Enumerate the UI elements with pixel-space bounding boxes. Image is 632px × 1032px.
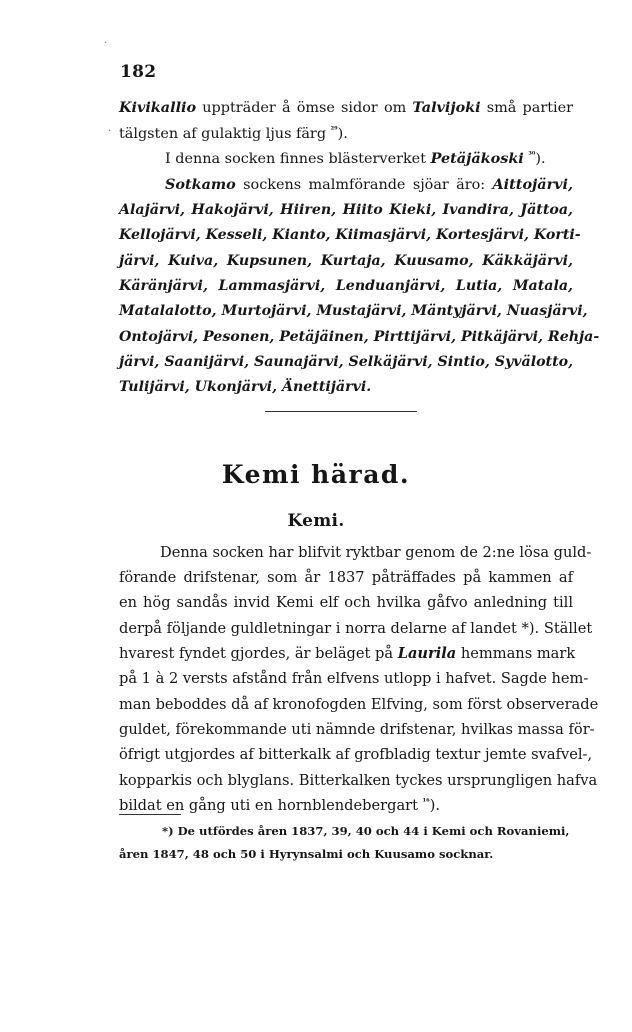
text-run: I denna socken finnes blästerverket (165, 151, 431, 167)
text-line (119, 695, 599, 717)
italic-name: Petäjäkoski (430, 150, 524, 167)
lake-names-line: Ontojärvi, Pesonen, Petäjäinen, Pirttijärvi, Pitkäjärvi, Rehja- (119, 329, 600, 345)
footnote-reference: ²⁹ (330, 124, 338, 134)
text-run: uppträder å ömse sidor om (196, 100, 413, 116)
lake-names-line: järvi, Kuiva, Kupsunen, Kurtaja, Kuusamo, Käkkäjärvi, (119, 253, 573, 269)
text-line (119, 619, 593, 641)
text-line (119, 98, 573, 120)
margin-speck: · (108, 126, 112, 137)
margin-speck: · (104, 38, 108, 49)
text-run: öfrigt utgjordes af bitterkalk af grofbladig textur jemte svafvel-, (119, 746, 593, 763)
footnote-line: åren 1847, 48 och 50 i Hyrynsalmi och Kuusamo socknar. (119, 847, 494, 861)
text-run: ). (535, 151, 546, 167)
text-line (119, 771, 598, 793)
text-run: hemmans mark (456, 645, 576, 662)
footnote-reference: ³⁰ (528, 149, 536, 159)
text-line (119, 745, 593, 767)
text-line (119, 593, 573, 615)
text-run: tälgsten af gulaktig ljus färg (119, 126, 331, 142)
text-run: sockens malmförande sjöar äro: (235, 177, 493, 193)
italic-name: Talvijoki (412, 99, 481, 116)
text-run: på 1 à 2 versts afstånd från elfvens utlopp i hafvet. Sagde hem- (119, 670, 589, 687)
text-run: bildat en gång uti en hornblendebergart (119, 797, 423, 814)
italic-name: Kivikallio (119, 99, 197, 116)
text-run: Denna socken har blifvit ryktbar genom de 2:ne lösa guld- (160, 544, 592, 561)
lake-names-line: Alajärvi, Hakojärvi, Hiiren, Hiito Kieki, Ivandira, Jättoa, (119, 202, 573, 218)
section-title: Kemi härad. (221, 460, 411, 489)
page-number: 182 (120, 62, 157, 82)
italic-name: Laurila (397, 645, 457, 662)
footnote-line: *) De utfördes åren 1837, 39, 40 och 44 i Kemi och Rovaniemi, (162, 824, 570, 838)
footnote-reference: ¹⁶ (422, 796, 430, 806)
text-run: derpå följande guldletningar i norra delarne af landet *). Stället (119, 620, 593, 637)
section-subtitle: Kemi. (287, 511, 345, 531)
text-line (119, 720, 595, 742)
text-run: ). (429, 797, 440, 814)
lake-names-line: Matalalotto, Murtojärvi, Mustajärvi, Mäntyjärvi, Nuasjärvi, (119, 303, 588, 319)
text-line (119, 669, 589, 691)
text-line (119, 568, 573, 590)
footnote-divider (119, 814, 181, 815)
lake-names-line: Käränjärvi, Lammasjärvi, Lenduanjärvi, Lutia, Matala, (119, 278, 573, 294)
text-run: små partier (480, 100, 573, 116)
text-run: en hög sandås invid Kemi elf och hvilka gåfvo anledning till (119, 594, 573, 611)
italic-name: Aittojärvi, (492, 176, 573, 193)
text-run: man beboddes då af kronofogden Elfving, som först observerade (119, 696, 599, 713)
text-run: förande drifstenar, som år 1837 påträffades på kammen af (119, 569, 573, 586)
text-line (165, 175, 573, 197)
lake-names-line: Tulijärvi, Ukonjärvi, Änettijärvi. (119, 379, 372, 395)
italic-name: Sotkamo (165, 176, 236, 193)
text-line (160, 543, 592, 565)
lake-names-line: Kellojärvi, Kesseli, Kianto, Kiimasjärvi, Kortesjärvi, Korti- (119, 227, 581, 243)
text-run: ). (337, 126, 348, 142)
text-line (165, 149, 573, 171)
text-line (119, 796, 573, 818)
text-run: kopparkis och blyglans. Bitterkalken tyckes ursprungligen hafva (119, 772, 598, 789)
text-line (119, 124, 573, 146)
text-line (119, 644, 576, 666)
text-run: hvarest fyndet gjordes, är beläget på (119, 645, 398, 662)
section-divider (265, 411, 417, 412)
lake-names-line: järvi, Saanijärvi, Saunajärvi, Selkäjärvi, Sintio, Syvälotto, (119, 354, 574, 370)
text-run: guldet, förekommande uti nämnde drifstenar, hvilkas massa för- (119, 721, 595, 738)
